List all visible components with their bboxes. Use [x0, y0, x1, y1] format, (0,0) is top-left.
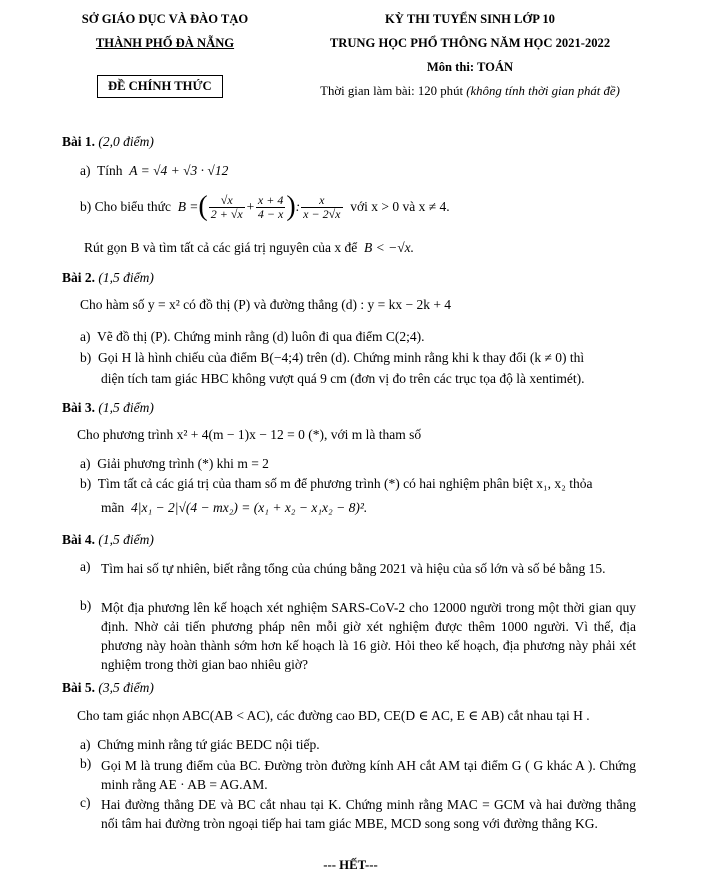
bai5-heading: Bài 5. (3,5 điểm): [62, 680, 154, 695]
bai2-a: a) Vẽ đồ thị (P). Chứng minh rằng (d) luôn đi qua điểm C(2;4).: [80, 329, 425, 344]
bai3-b: b) Tìm tất cả các giá trị của tham số m để phương trình (*) có hai nghiệm phân biệt x₁, x₂ thỏa: [80, 476, 593, 491]
city-name: THÀNH PHỐ ĐÀ NẴNG: [95, 36, 235, 50]
official-badge: ĐỀ CHÍNH THỨC: [97, 75, 223, 98]
bai5-b-label: b): [80, 756, 92, 771]
bai4-heading: Bài 4. (1,5 điểm): [62, 532, 154, 547]
bai5-c: Hai đường thẳng DE và BC cắt nhau tại K. Chứng minh rằng MAC = GCM và hai đường thẳng nối tâm hai đường tròn ngoại tiếp hai tam giác MBE, MCD song song với đường thẳng KG.: [101, 797, 636, 831]
dept-name: SỞ GIÁO DỤC VÀ ĐÀO TẠO: [81, 12, 249, 26]
bai2-b-cont: diện tích tam giác HBC không vượt quá 9 cm (đơn vị đo trên các trục tọa độ là xentimét).: [101, 371, 585, 386]
bai1-b-expr: B =: [177, 199, 199, 214]
exam-title: KỲ THI TUYỂN SINH LỚP 10: [385, 12, 555, 26]
bai4-b: Một địa phương lên kế hoạch xét nghiệm SARS-CoV-2 cho 12000 người trong một thời gian quy định. Nhờ cải tiến phương pháp nên mỗi giờ xét nghiệm được thêm 1000 người. Vì thế, địa phương này hoàn thành sớm hơn kế hoạch là 16 giờ. Hỏi theo kế hoạch, địa phương này phải xét nghiệm trong thời gian bao nhiêu giờ?: [101, 600, 636, 672]
bai3-intro: Cho phương trình x² + 4(m − 1)x − 12 = 0 (*), với m là tham số: [77, 427, 422, 442]
bai1-a-expr: A = √4 + √3 · √12: [129, 163, 229, 178]
bai4-a-label: a): [80, 559, 91, 574]
bai1-a: a) Tính A = √4 + √3 · √12: [80, 163, 229, 178]
bai3-a: a) Giải phương trình (*) khi m = 2: [80, 456, 269, 471]
bai3-heading: Bài 3. (1,5 điểm): [62, 400, 154, 415]
bai5-c-label: c): [80, 795, 91, 810]
bai5-a: a) Chứng minh rằng tứ giác BEDC nội tiếp.: [80, 737, 320, 752]
bai1-b: b) Cho biểu thức B = ( $\frac{√x}{2 + √x}$ + $\frac{x + 4}{4 - x}$ ) : $\frac{x}{x - 2√x}$ với x > 0 và x ≠ 4.: [80, 191, 450, 222]
bai5-b: Gọi M là trung điểm của BC. Đường tròn đường kính AH cắt AM tại điểm G ( G khác A ). Chứng minh rằng AE · AB = AG.AM.: [101, 758, 636, 792]
subject: Môn thi: TOÁN: [426, 60, 514, 74]
bai5-intro: Cho tam giác nhọn ABC(AB < AC), các đường cao BD, CE(D ∈ AC, E ∈ AB) cắt nhau tại H .: [77, 708, 590, 723]
bai3-b-cont: mãn 4|x₁ − 2|√(4 − mx₂) = (x₁ + x₂ − x₁x₂ − 8)².: [101, 500, 368, 515]
bai1-heading: Bài 1. (2,0 điểm): [62, 134, 154, 149]
bai1-b-task: Rút gọn B và tìm tất cả các giá trị nguyên của x để B < −√x.: [84, 240, 415, 255]
bai2-intro: Cho hàm số y = x² có đồ thị (P) và đường thẳng (d) : y = kx − 2k + 4: [80, 297, 452, 312]
bai4-a: Tìm hai số tự nhiên, biết rằng tổng của chúng bằng 2021 và hiệu của số lớn và số bé bằng 15.: [101, 561, 606, 576]
end-marker: --- HẾT---: [323, 858, 378, 872]
bai4-b-label: b): [80, 598, 92, 613]
school-year: TRUNG HỌC PHỔ THÔNG NĂM HỌC 2021-2022: [329, 36, 611, 50]
bai2-heading: Bài 2. (1,5 điểm): [62, 270, 154, 285]
time-limit: Thời gian làm bài: 120 phút (không tính thời gian phát đề): [320, 84, 620, 98]
bai2-b: b) Gọi H là hình chiếu của điểm B(−4;4) trên (d). Chứng minh rằng khi k thay đổi (k ≠ 0) thì: [80, 350, 585, 365]
